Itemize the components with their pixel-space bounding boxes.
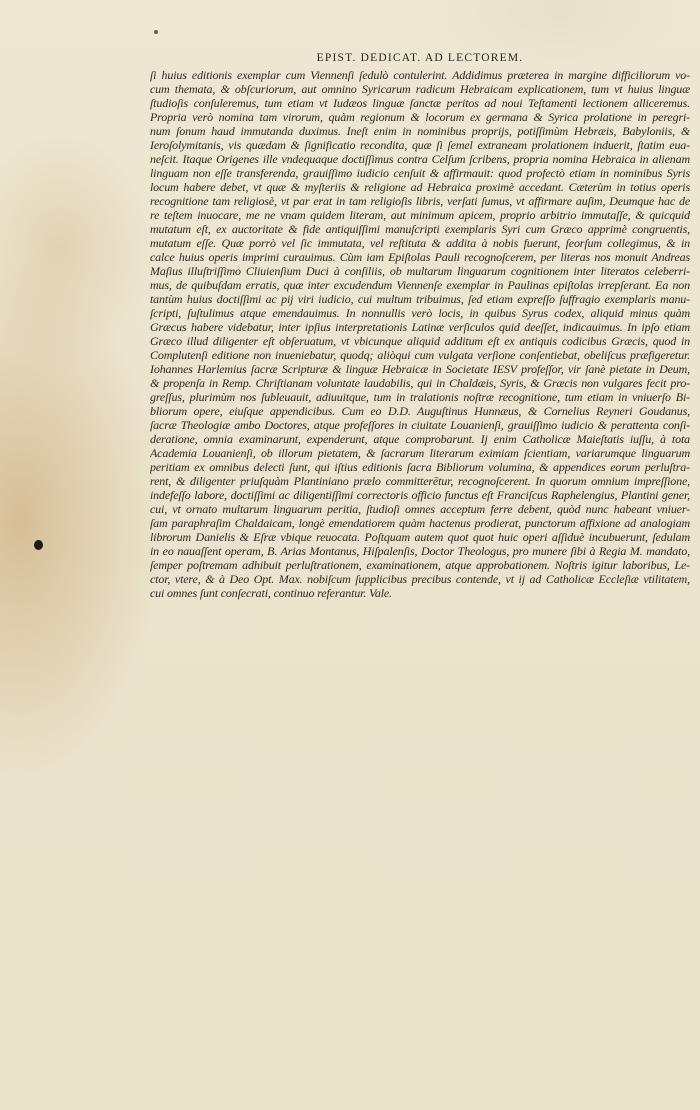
text-line: Ieroſolymitanis, vis quædam & ſignificatio recondita, quæ ſi ſemel extraneam prolationem induerit, ſtatim eua-	[150, 138, 690, 152]
text-line: rent, & diligenter priuſquàm Plantiniano prælo committerētur, recognoſcerent. In quorum omnium impreſſione,	[150, 474, 690, 488]
text-line: indefeſſo labore, doctiſſimi ac diligentiſſimi correctoris officio functus eſt Franciſcus Raphelengius, Plantini gener,	[150, 488, 690, 502]
text-line: ſtudioſis conſuleremus, tum etiam vt Iudæos linguæ ſanctæ peritos ad noui Teſtamenti lectionem alliceremus.	[150, 96, 690, 110]
running-head: EPIST. DEDICAT. AD LECTOREM.	[316, 52, 524, 64]
text-line: locum habere debet, vt quæ & myſteriis & religione ad Hebraica proximè accedant. Cæterùm in totius operis	[150, 180, 690, 194]
text-line: in eo nauaſſent operam, B. Arias Montanus, Hiſpalenſis, Doctor Theologus, pro munere ſibi à Regia M. mandato,	[150, 544, 690, 558]
text-line: ſi huius editionis exemplar cum Viennenſi ſedulò contulerint. Addidimus præterea in margine difficiliorum vo-	[150, 68, 690, 82]
ink-speck	[154, 30, 158, 34]
text-line: peritiam ex omnibus delecti ſunt, qui iſtius editionis ſacra Bibliorum volumina, & appendices eorum perluſtra-	[150, 460, 690, 474]
text-line: linguam non eſſe transferenda, grauiſſimo iudicio cenſuit & affirmauit: quod profectò etiam in nominibus Syris	[150, 166, 690, 180]
text-line: Maſius illuſtriſſimo Cliuienſium Duci à conſiliis, ob multarum linguarum cognitionem inter literatos celeberri-	[150, 264, 690, 278]
text-line: Iohannes Harlemius ſacræ Scripturæ & linguæ Hebraicæ in Societate IESV profeſſor, vir ſanè pietate in Deum,	[150, 362, 690, 376]
text-line: neſcit. Itaque Origenes ille vndequaque doctiſſimus contra Celſum ſcribens, propria nomina Hebraica in alienam	[150, 152, 690, 166]
text-line: cui, vt ornato multarum linguarum peritia, ſtudioſi omnes acceptum ferre debent, quòd nunc habeant vniuer-	[150, 502, 690, 516]
text-line: bliorum opere, eiuſque appendicibus. Cum eo D.D. Auguſtinus Hunnæus, & Cornelius Reyneri Goudanus,	[150, 404, 690, 418]
text-line-final: cui omnes ſunt conſecrati, continuo referantur. Vale.	[150, 586, 392, 600]
text-line: mus, de quibuſdam erratis, quæ inter excudendum Viennenſe exemplar in Paulinas epiſtolas irrepſerant. Ea non	[150, 278, 690, 292]
text-line: Propria verò nomina tam virorum, quàm regionum & locorum ex germana & Syrica prolatione in peregri-	[150, 110, 690, 124]
text-line: librorum Danielis & Eſræ vbique reuocata. Poſtquam autem quot quot huic operi aſſiduè incubuerunt, ſedulam	[150, 530, 690, 544]
text-line: re teſtem inuocare, me ne vnam quidem literam, aut minimum apicem, proprio arbitrio immutaſſe, & quicquid	[150, 208, 690, 222]
text-line: recognitione tam religiosè, vt par erat in tam religioſis libris, verſati ſumus, vt affirmare auſim, Deumque hac de	[150, 194, 690, 208]
text-line: calce huius operis imprimi curauimus. Cùm iam Epiſtolas Pauli recognoſcerem, per literas nos monuit Andreas	[150, 250, 690, 264]
dedication-text	[150, 68, 690, 600]
text-line: ſacræ Theologiæ ambo Doctores, atque profeſſores in ciuitate Louanienſi, grauiſſimo iudicio & perattenta conſi-	[150, 418, 690, 432]
text-line: deratione, omnia examinarunt, expenderunt, atque comprobarunt. Ij enim Catholicæ Maieſtatis iuſſu, à tota	[150, 432, 690, 446]
text-line: tantùm huius doctiſſimi ac pij viri iudicio, cui multum tribuimus, ſed etiam expreſſo ſuffragio exemplaris manu-	[150, 292, 690, 306]
text-line: Græcus habere videbatur, inter ipſius interpretationis Latinæ verſiculos quid deeſſet, indicauimus. In ipſo etiam	[150, 320, 690, 334]
text-line: greſſus, plurimùm nos ſubleuauit, adiuuitque, tum in tralationis noſtræ recognitione, tum etiam in vniuerſo Bi-	[150, 390, 690, 404]
text-line: Academia Louanienſi, ob illorum pietatem, & ſacrarum literarum eximiam ſcientiam, variarumque linguarum	[150, 446, 690, 460]
text-line: mutatum eſſe. Quæ porrò vel ſic immutata, vel reſtituta & addita à nobis fuerunt, ſeorſum collegimus, & in	[150, 236, 690, 250]
text-line: ſam paraphraſim Chaldaicam, longè emendatiorem quàm hactenus prodierat, punctorum affixione ad analogiam	[150, 516, 690, 530]
text-line: cum themata, & obſcuriorum, aut omnino Syricarum radicum Hebraicam explicationem, tum vt huius linguæ	[150, 82, 690, 96]
text-line: ſemper poſtremam adhibuit perluſtrationem, examinationem, atque approbationem. Noſtris igitur laboribus, Le-	[150, 558, 690, 572]
ink-blot	[34, 540, 43, 550]
text-line: mutatum eſt, ex auctoritate & fide antiquiſſimi manuſcripti exemplaris Syri cum Græco apprimè congruentis,	[150, 222, 690, 236]
text-line: Græco illud diligenter eſt obſeruatum, vt vbicunque aliquid additum eſt ex antiquis codicibus Græcis, quod in	[150, 334, 690, 348]
text-line: & propenſa in Remp. Chriſtianam voluntate laudabilis, qui in Chaldæis, Syris, & Græcis non vulgares fecit pro-	[150, 376, 690, 390]
text-line: Complutenſi editione non inueniebatur, quodq; aliòqui cum vulgata verſione conſentiebat, obeliſcus præfigeretur.	[150, 348, 690, 362]
text-line: ſcripti, ſuſtulimus atque emendauimus. In nonnullis verò locis, in quibus Syrus codex, aliquid minus quàm	[150, 306, 690, 320]
text-line: num ſonum haud immutanda duximus. Ineſt enim in nominibus proprijs, potiſſimùm Hebræis, Babyloniis, &	[150, 124, 690, 138]
text-line: ctor, vtere, & à Deo Opt. Max. nobiſcum ſupplicibus precibus contende, vt ij ad Catholicæ Eccleſiæ vtilitatem,	[150, 572, 690, 586]
